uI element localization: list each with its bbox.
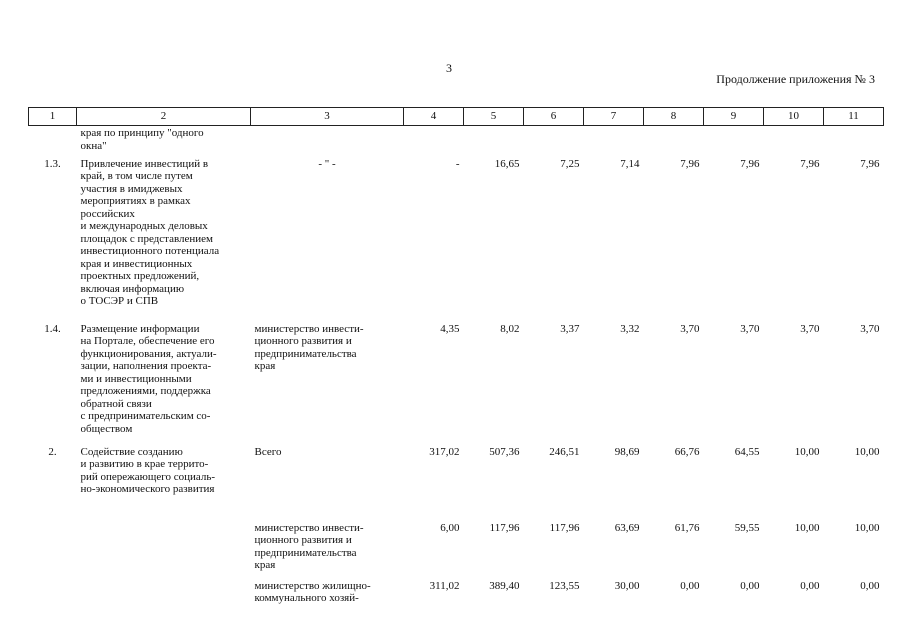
table-row bbox=[29, 322, 884, 445]
row-value: 3,70 bbox=[800, 322, 820, 335]
row-value: 0,00 bbox=[860, 579, 880, 592]
row-value bbox=[824, 126, 884, 157]
row-value: 117,96 bbox=[549, 521, 580, 534]
row-value: 0,00 bbox=[800, 579, 820, 592]
column-header: 9 bbox=[704, 108, 764, 126]
row-value: 7,96 bbox=[740, 157, 760, 170]
row-value: 389,40 bbox=[489, 579, 520, 592]
row-value: 123,55 bbox=[549, 579, 580, 592]
row-value: 8,02 bbox=[500, 322, 520, 335]
row-description: Размещение информации на Портале, обеспечение его функционирования, актуали- зации, наполнения проекта- ми и инвестиционными предложениями, поддержка обратной связи с предпринимательским со- обществом bbox=[80, 322, 217, 435]
row-value: 59,55 bbox=[734, 521, 760, 534]
row-value: 3,32 bbox=[620, 322, 640, 335]
row-executor: министерство инвести- ционного развития и предпринимательства края bbox=[254, 521, 364, 571]
row-value: 317,02 bbox=[429, 445, 460, 458]
row-description: края по принципу "одного окна" bbox=[80, 127, 204, 152]
row-value bbox=[524, 126, 584, 157]
row-value: 3,70 bbox=[860, 322, 880, 335]
row-value: 63,69 bbox=[614, 521, 640, 534]
column-header: 7 bbox=[584, 108, 644, 126]
row-value: 7,25 bbox=[560, 157, 580, 170]
row-number bbox=[29, 126, 77, 157]
column-number-row bbox=[29, 108, 884, 126]
row-value: 10,00 bbox=[794, 445, 820, 458]
row-description: Содействие созданию и развитию в крае террито- рий опережающего социаль- но-экономического развития bbox=[80, 445, 216, 495]
row-value: 117,96 bbox=[489, 521, 520, 534]
row-value: 98,69 bbox=[614, 445, 640, 458]
row-value: 4,35 bbox=[440, 322, 460, 335]
row-value bbox=[404, 126, 464, 157]
row-value: 507,36 bbox=[489, 445, 520, 458]
row-value: 311,02 bbox=[429, 579, 460, 592]
row-executor: Всего bbox=[254, 445, 282, 458]
row-description bbox=[77, 579, 251, 611]
row-number: 2. bbox=[48, 445, 57, 458]
row-value: 10,00 bbox=[854, 521, 880, 534]
row-description: Привлечение инвестиций в край, в том числе путем участия в имиджевых мероприятиях в рамках российских и международных деловых площадок с представлением инвестиционного потенциала края и инвестиционных проектных предложений, включая информацию о ТОСЭР и СПВ bbox=[80, 157, 220, 307]
row-value: 3,70 bbox=[680, 322, 700, 335]
row-value: 10,00 bbox=[794, 521, 820, 534]
row-number bbox=[29, 521, 77, 579]
row-value bbox=[584, 126, 644, 157]
row-value: 7,96 bbox=[800, 157, 820, 170]
row-value: 7,14 bbox=[620, 157, 640, 170]
row-value: 61,76 bbox=[674, 521, 700, 534]
table-row bbox=[29, 579, 884, 611]
row-value bbox=[704, 126, 764, 157]
column-header: 3 bbox=[251, 108, 404, 126]
row-value: 3,37 bbox=[560, 322, 580, 335]
page-number: 3 bbox=[446, 61, 452, 75]
row-value: 3,70 bbox=[740, 322, 760, 335]
continuation-caption: Продолжение приложения № 3 bbox=[716, 72, 875, 86]
row-value: 64,55 bbox=[734, 445, 760, 458]
column-header: 10 bbox=[764, 108, 824, 126]
table-row bbox=[29, 521, 884, 579]
row-value: 66,76 bbox=[674, 445, 700, 458]
row-number: 1.4. bbox=[44, 322, 61, 335]
row-number: 1.3. bbox=[44, 157, 61, 170]
row-description bbox=[77, 521, 251, 579]
row-value bbox=[764, 126, 824, 157]
row-value: 16,65 bbox=[494, 157, 520, 170]
row-executor: министерство инвести- ционного развития и предпринимательства края bbox=[254, 322, 364, 372]
row-value: 7,96 bbox=[680, 157, 700, 170]
row-value bbox=[464, 126, 524, 157]
column-header: 1 bbox=[29, 108, 77, 126]
row-executor: министерство жилищно- коммунального хозяй- bbox=[254, 579, 371, 604]
row-number bbox=[29, 579, 77, 611]
row-value: 30,00 bbox=[614, 579, 640, 592]
row-value: 10,00 bbox=[854, 445, 880, 458]
column-header: 6 bbox=[524, 108, 584, 126]
row-value: 6,00 bbox=[440, 521, 460, 534]
row-value: 246,51 bbox=[549, 445, 580, 458]
column-header: 2 bbox=[77, 108, 251, 126]
row-value: - bbox=[455, 157, 460, 170]
row-executor bbox=[251, 126, 404, 157]
appendix-table bbox=[28, 107, 884, 611]
column-header: 8 bbox=[644, 108, 704, 126]
row-executor: - " - bbox=[318, 157, 336, 170]
column-header: 4 bbox=[404, 108, 464, 126]
row-value: 0,00 bbox=[680, 579, 700, 592]
column-header: 5 bbox=[464, 108, 524, 126]
row-value: 0,00 bbox=[740, 579, 760, 592]
table-row bbox=[29, 126, 884, 157]
table-row bbox=[29, 157, 884, 322]
column-header: 11 bbox=[824, 108, 884, 126]
row-value: 7,96 bbox=[860, 157, 880, 170]
table-row bbox=[29, 445, 884, 521]
row-value bbox=[644, 126, 704, 157]
